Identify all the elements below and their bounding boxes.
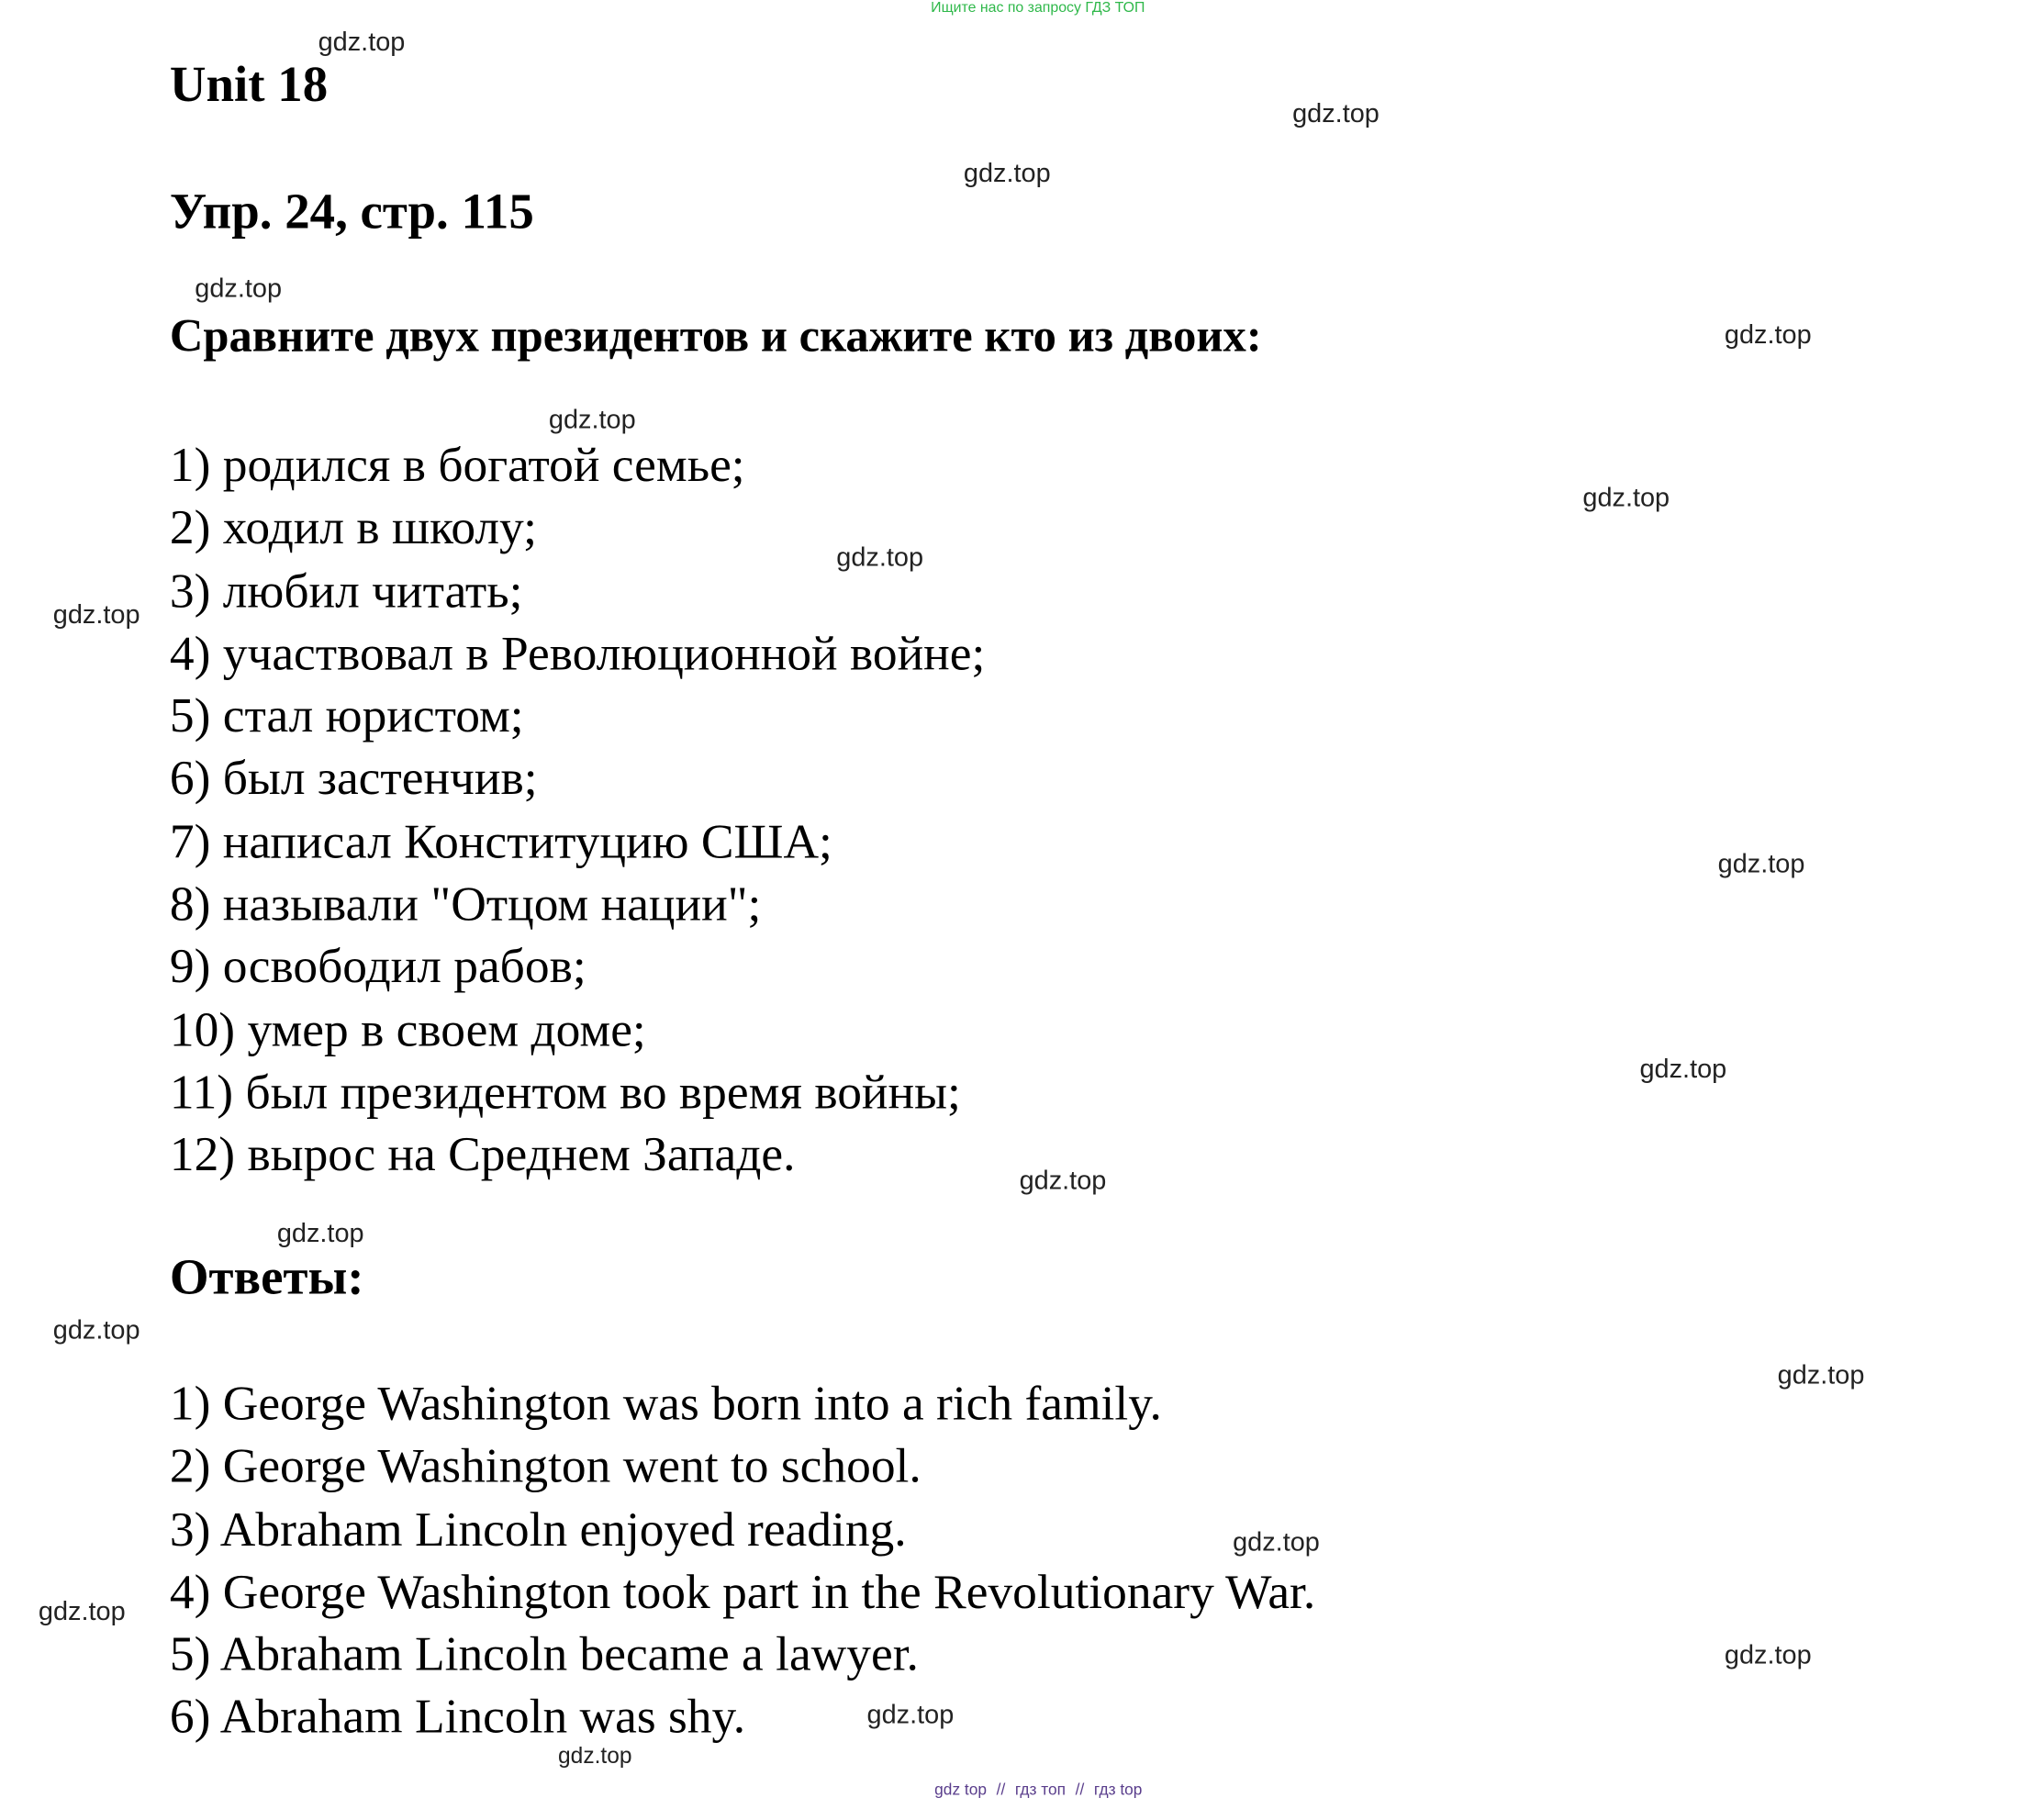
watermark: gdz.top [195, 274, 283, 304]
watermark: gdz.top [1582, 484, 1670, 513]
list-item: 7) написал Конституцию США; [169, 814, 832, 870]
list-item: 10) умер в своем доме; [169, 1002, 646, 1057]
list-item: 2) ходил в школу; [169, 501, 537, 556]
answer-item: 4) George Washington took part in the Revolutionary War. [169, 1565, 1316, 1620]
watermark: gdz.top [1639, 1055, 1727, 1085]
footer [932, 1781, 1145, 1799]
exercise-title: Упр. 24, стр. 115 [169, 184, 534, 240]
list-item: 11) был президентом во время войны; [169, 1066, 961, 1121]
watermark: gdz.top [38, 1597, 126, 1627]
answer-item: 1) George Washington was born into a rich family. [169, 1377, 1162, 1432]
answers-list [170, 1373, 1315, 1749]
watermark: gdz.top [52, 600, 140, 630]
watermark: gdz.top [276, 1219, 364, 1249]
list-item: 8) называли "Отцом нации"; [169, 877, 762, 932]
answer-item: 2) George Washington went to school. [169, 1439, 921, 1495]
watermark: gdz.top [318, 28, 406, 58]
watermark: gdz.top [963, 159, 1051, 189]
answer-item: 3) Abraham Lincoln enjoyed reading. [169, 1502, 907, 1558]
watermark: gdz.top [866, 1700, 955, 1730]
footer-separator: // [1075, 1780, 1085, 1799]
answers-title: Ответы: [169, 1249, 364, 1306]
watermark: gdz.top [1724, 320, 1812, 351]
top-banner[interactable]: Ищите нас по запросу ГДЗ ТОП [931, 0, 1145, 17]
watermark: gdz.top [1233, 1528, 1320, 1558]
footer-link[interactable]: gdz top [934, 1780, 988, 1799]
watermark: gdz.top [558, 1743, 632, 1769]
watermark: gdz.top [1724, 1640, 1812, 1670]
task-title: Сравните двух президентов и скажите кто из двоих: [169, 309, 1262, 363]
watermark: gdz.top [1292, 99, 1379, 129]
footer-separator: // [996, 1780, 1006, 1799]
footer-link[interactable]: гдз top [1093, 1780, 1143, 1799]
list-item: 12) вырос на Среднем Западе. [169, 1128, 796, 1183]
list-item: 4) участвовал в Революционной войне; [169, 626, 986, 682]
footer-link[interactable]: гдз топ [1014, 1780, 1067, 1799]
watermark: gdz.top [1019, 1166, 1107, 1196]
list-item: 5) стал юристом; [169, 689, 524, 744]
list-item: 6) был застенчив; [169, 752, 538, 807]
watermark: gdz.top [1717, 849, 1805, 879]
list-item: 9) освободил рабов; [169, 940, 586, 995]
watermark: gdz.top [836, 543, 924, 573]
list-item: 1) родился в богатой семье; [169, 439, 745, 494]
unit-title: Unit 18 [169, 57, 329, 113]
answer-item: 6) Abraham Lincoln was shy. [169, 1691, 746, 1746]
answer-item: 5) Abraham Lincoln became a lawyer. [169, 1627, 919, 1682]
watermark: gdz.top [548, 405, 636, 435]
watermark: gdz.top [1777, 1361, 1865, 1390]
list-item: 3) любил читать; [169, 564, 523, 619]
watermark: gdz.top [52, 1316, 140, 1346]
